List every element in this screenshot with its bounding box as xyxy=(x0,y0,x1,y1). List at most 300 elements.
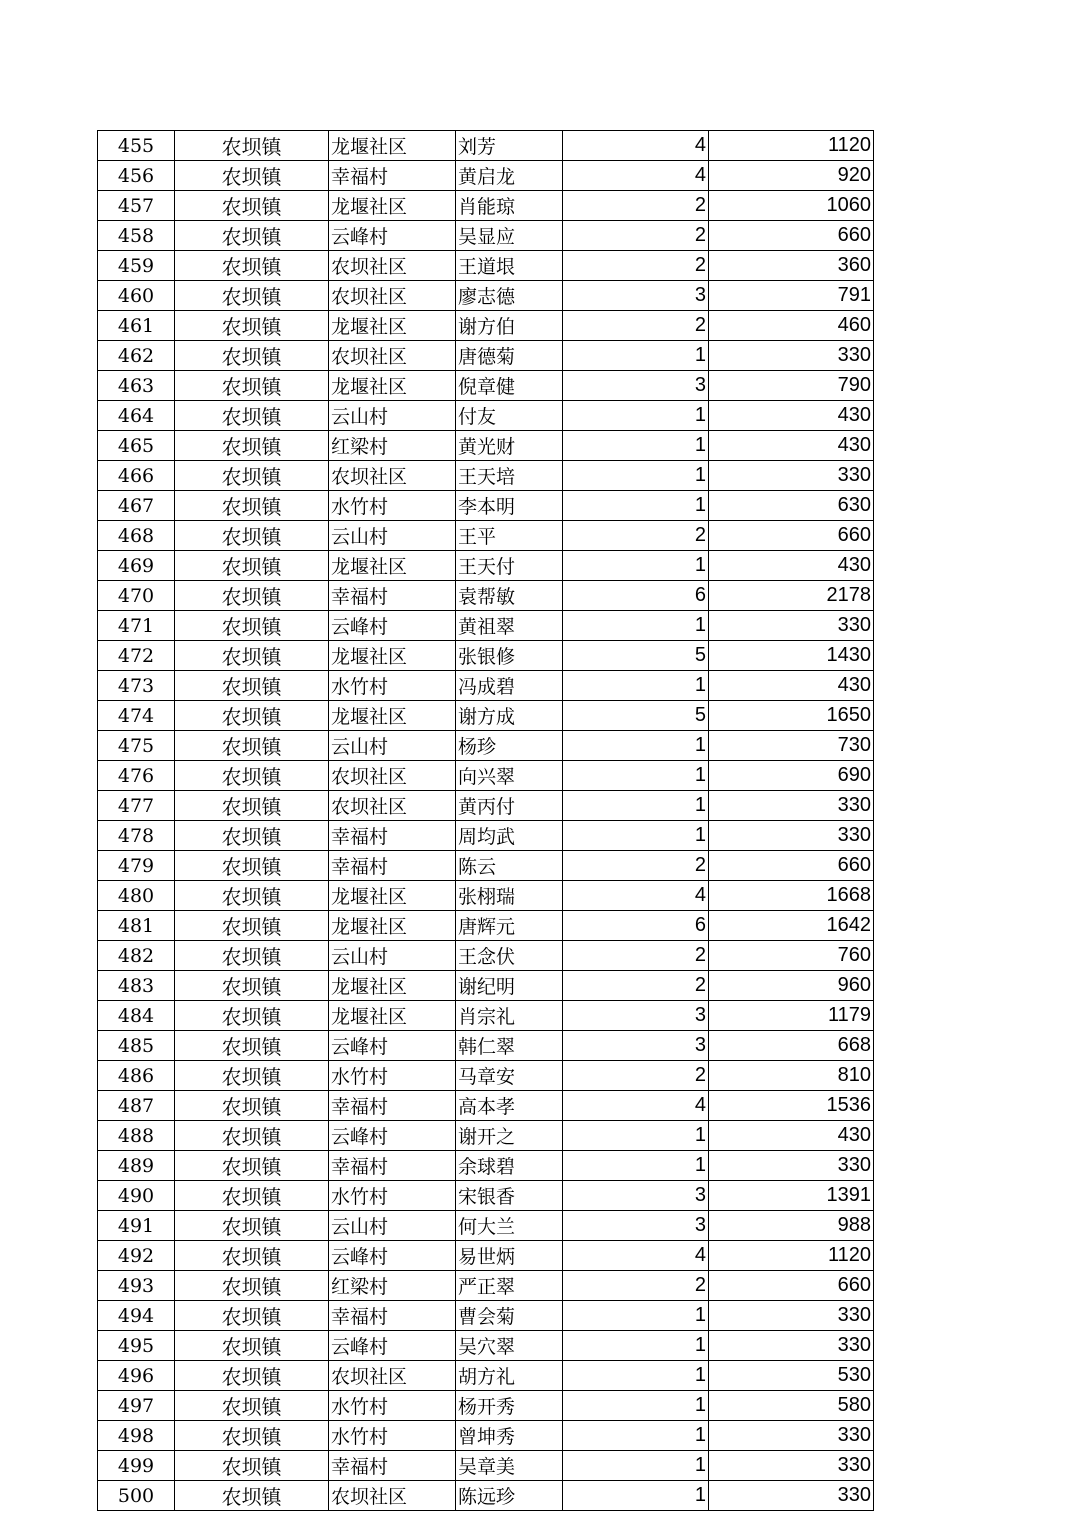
name-cell: 韩仁翠 xyxy=(456,1031,563,1061)
table-row xyxy=(98,791,874,821)
table-row xyxy=(98,821,874,851)
village-cell: 水竹村 xyxy=(329,491,456,521)
household-count-cell: 1 xyxy=(563,341,709,371)
amount-cell: 660 xyxy=(709,521,874,551)
table-row xyxy=(98,1301,874,1331)
town-cell: 农坝镇 xyxy=(175,221,329,251)
town-cell: 农坝镇 xyxy=(175,1091,329,1121)
household-count-cell: 1 xyxy=(563,761,709,791)
household-count-cell: 2 xyxy=(563,521,709,551)
village-cell: 龙堰社区 xyxy=(329,131,456,161)
town-cell: 农坝镇 xyxy=(175,611,329,641)
name-cell: 周均武 xyxy=(456,821,563,851)
table-row xyxy=(98,671,874,701)
household-count-cell: 5 xyxy=(563,641,709,671)
town-cell: 农坝镇 xyxy=(175,161,329,191)
town-cell: 农坝镇 xyxy=(175,971,329,1001)
row-number-cell: 487 xyxy=(98,1091,175,1121)
town-cell: 农坝镇 xyxy=(175,401,329,431)
name-cell: 向兴翠 xyxy=(456,761,563,791)
amount-cell: 1060 xyxy=(709,191,874,221)
name-cell: 杨珍 xyxy=(456,731,563,761)
village-cell: 云山村 xyxy=(329,731,456,761)
village-cell: 幸福村 xyxy=(329,821,456,851)
table-row xyxy=(98,1121,874,1151)
village-cell: 水竹村 xyxy=(329,1181,456,1211)
amount-cell: 330 xyxy=(709,1421,874,1451)
table-row xyxy=(98,1451,874,1481)
household-count-cell: 1 xyxy=(563,1301,709,1331)
name-cell: 高本孝 xyxy=(456,1091,563,1121)
household-count-cell: 3 xyxy=(563,1031,709,1061)
name-cell: 王道垠 xyxy=(456,251,563,281)
household-count-cell: 1 xyxy=(563,1121,709,1151)
town-cell: 农坝镇 xyxy=(175,131,329,161)
name-cell: 王平 xyxy=(456,521,563,551)
name-cell: 何大兰 xyxy=(456,1211,563,1241)
table-row xyxy=(98,431,874,461)
amount-cell: 330 xyxy=(709,1301,874,1331)
town-cell: 农坝镇 xyxy=(175,1061,329,1091)
table-row xyxy=(98,311,874,341)
row-number-cell: 479 xyxy=(98,851,175,881)
row-number-cell: 473 xyxy=(98,671,175,701)
town-cell: 农坝镇 xyxy=(175,1121,329,1151)
amount-cell: 330 xyxy=(709,791,874,821)
table-row xyxy=(98,641,874,671)
row-number-cell: 467 xyxy=(98,491,175,521)
table-row xyxy=(98,911,874,941)
table-row xyxy=(98,1241,874,1271)
household-count-cell: 1 xyxy=(563,431,709,461)
village-cell: 农坝社区 xyxy=(329,1481,456,1511)
amount-cell: 330 xyxy=(709,461,874,491)
town-cell: 农坝镇 xyxy=(175,1001,329,1031)
table-row xyxy=(98,1061,874,1091)
amount-cell: 330 xyxy=(709,341,874,371)
row-number-cell: 484 xyxy=(98,1001,175,1031)
amount-cell: 1642 xyxy=(709,911,874,941)
household-count-cell: 1 xyxy=(563,1151,709,1181)
row-number-cell: 476 xyxy=(98,761,175,791)
town-cell: 农坝镇 xyxy=(175,461,329,491)
town-cell: 农坝镇 xyxy=(175,821,329,851)
name-cell: 谢纪明 xyxy=(456,971,563,1001)
household-count-cell: 2 xyxy=(563,941,709,971)
row-number-cell: 455 xyxy=(98,131,175,161)
town-cell: 农坝镇 xyxy=(175,1421,329,1451)
town-cell: 农坝镇 xyxy=(175,791,329,821)
household-count-cell: 5 xyxy=(563,701,709,731)
name-cell: 张栩瑞 xyxy=(456,881,563,911)
amount-cell: 988 xyxy=(709,1211,874,1241)
row-number-cell: 456 xyxy=(98,161,175,191)
table-body xyxy=(98,131,874,1511)
village-cell: 龙堰社区 xyxy=(329,701,456,731)
household-count-cell: 4 xyxy=(563,161,709,191)
village-cell: 云山村 xyxy=(329,1211,456,1241)
town-cell: 农坝镇 xyxy=(175,1451,329,1481)
row-number-cell: 470 xyxy=(98,581,175,611)
household-count-cell: 3 xyxy=(563,1181,709,1211)
household-count-cell: 3 xyxy=(563,1211,709,1241)
town-cell: 农坝镇 xyxy=(175,1241,329,1271)
row-number-cell: 498 xyxy=(98,1421,175,1451)
amount-cell: 790 xyxy=(709,371,874,401)
table-row xyxy=(98,1091,874,1121)
village-cell: 农坝社区 xyxy=(329,791,456,821)
town-cell: 农坝镇 xyxy=(175,671,329,701)
row-number-cell: 486 xyxy=(98,1061,175,1091)
row-number-cell: 457 xyxy=(98,191,175,221)
village-cell: 水竹村 xyxy=(329,1061,456,1091)
amount-cell: 460 xyxy=(709,311,874,341)
village-cell: 水竹村 xyxy=(329,1421,456,1451)
village-cell: 农坝社区 xyxy=(329,281,456,311)
village-cell: 红梁村 xyxy=(329,1271,456,1301)
household-count-cell: 6 xyxy=(563,581,709,611)
village-cell: 云峰村 xyxy=(329,221,456,251)
amount-cell: 330 xyxy=(709,821,874,851)
name-cell: 吴章美 xyxy=(456,1451,563,1481)
table-row xyxy=(98,1271,874,1301)
village-cell: 幸福村 xyxy=(329,161,456,191)
household-count-cell: 1 xyxy=(563,461,709,491)
amount-cell: 430 xyxy=(709,431,874,461)
data-table xyxy=(97,130,874,1511)
table-row xyxy=(98,971,874,1001)
amount-cell: 1120 xyxy=(709,1241,874,1271)
table-row xyxy=(98,1361,874,1391)
table-row xyxy=(98,1481,874,1511)
household-count-cell: 2 xyxy=(563,971,709,1001)
table-row xyxy=(98,221,874,251)
town-cell: 农坝镇 xyxy=(175,281,329,311)
amount-cell: 1650 xyxy=(709,701,874,731)
amount-cell: 810 xyxy=(709,1061,874,1091)
village-cell: 农坝社区 xyxy=(329,1361,456,1391)
row-number-cell: 489 xyxy=(98,1151,175,1181)
town-cell: 农坝镇 xyxy=(175,1031,329,1061)
table-row xyxy=(98,461,874,491)
row-number-cell: 496 xyxy=(98,1361,175,1391)
table-row xyxy=(98,1331,874,1361)
household-count-cell: 1 xyxy=(563,401,709,431)
amount-cell: 1179 xyxy=(709,1001,874,1031)
household-count-cell: 4 xyxy=(563,131,709,161)
row-number-cell: 459 xyxy=(98,251,175,281)
household-count-cell: 2 xyxy=(563,311,709,341)
row-number-cell: 461 xyxy=(98,311,175,341)
name-cell: 马章安 xyxy=(456,1061,563,1091)
town-cell: 农坝镇 xyxy=(175,701,329,731)
name-cell: 易世炳 xyxy=(456,1241,563,1271)
town-cell: 农坝镇 xyxy=(175,371,329,401)
name-cell: 刘芳 xyxy=(456,131,563,161)
table-row xyxy=(98,1391,874,1421)
village-cell: 红梁村 xyxy=(329,431,456,461)
row-number-cell: 465 xyxy=(98,431,175,461)
table-row xyxy=(98,1151,874,1181)
row-number-cell: 475 xyxy=(98,731,175,761)
table-row xyxy=(98,341,874,371)
household-count-cell: 2 xyxy=(563,251,709,281)
village-cell: 云山村 xyxy=(329,941,456,971)
town-cell: 农坝镇 xyxy=(175,251,329,281)
household-count-cell: 2 xyxy=(563,851,709,881)
name-cell: 冯成碧 xyxy=(456,671,563,701)
table-row xyxy=(98,581,874,611)
name-cell: 黄光财 xyxy=(456,431,563,461)
name-cell: 李本明 xyxy=(456,491,563,521)
household-count-cell: 1 xyxy=(563,1421,709,1451)
household-count-cell: 6 xyxy=(563,911,709,941)
name-cell: 宋银香 xyxy=(456,1181,563,1211)
table-row xyxy=(98,731,874,761)
town-cell: 农坝镇 xyxy=(175,761,329,791)
amount-cell: 330 xyxy=(709,611,874,641)
village-cell: 幸福村 xyxy=(329,851,456,881)
table-row xyxy=(98,131,874,161)
amount-cell: 1391 xyxy=(709,1181,874,1211)
village-cell: 农坝社区 xyxy=(329,761,456,791)
name-cell: 王天培 xyxy=(456,461,563,491)
row-number-cell: 481 xyxy=(98,911,175,941)
name-cell: 曾坤秀 xyxy=(456,1421,563,1451)
town-cell: 农坝镇 xyxy=(175,1151,329,1181)
name-cell: 吴显应 xyxy=(456,221,563,251)
amount-cell: 660 xyxy=(709,1271,874,1301)
name-cell: 谢开之 xyxy=(456,1121,563,1151)
village-cell: 幸福村 xyxy=(329,1451,456,1481)
household-count-cell: 1 xyxy=(563,611,709,641)
row-number-cell: 458 xyxy=(98,221,175,251)
village-cell: 云峰村 xyxy=(329,1031,456,1061)
village-cell: 幸福村 xyxy=(329,1151,456,1181)
village-cell: 云山村 xyxy=(329,521,456,551)
table-row xyxy=(98,551,874,581)
table-row xyxy=(98,1181,874,1211)
table-row xyxy=(98,251,874,281)
household-count-cell: 2 xyxy=(563,191,709,221)
amount-cell: 430 xyxy=(709,401,874,431)
amount-cell: 690 xyxy=(709,761,874,791)
row-number-cell: 472 xyxy=(98,641,175,671)
table-row xyxy=(98,1211,874,1241)
household-count-cell: 4 xyxy=(563,1241,709,1271)
town-cell: 农坝镇 xyxy=(175,1181,329,1211)
amount-cell: 660 xyxy=(709,851,874,881)
table-row xyxy=(98,281,874,311)
row-number-cell: 477 xyxy=(98,791,175,821)
row-number-cell: 500 xyxy=(98,1481,175,1511)
table-row xyxy=(98,491,874,521)
village-cell: 幸福村 xyxy=(329,1091,456,1121)
table-row xyxy=(98,1421,874,1451)
amount-cell: 430 xyxy=(709,551,874,581)
amount-cell: 920 xyxy=(709,161,874,191)
household-count-cell: 1 xyxy=(563,821,709,851)
name-cell: 黄启龙 xyxy=(456,161,563,191)
amount-cell: 360 xyxy=(709,251,874,281)
name-cell: 唐辉元 xyxy=(456,911,563,941)
name-cell: 吴穴翠 xyxy=(456,1331,563,1361)
household-count-cell: 2 xyxy=(563,1061,709,1091)
village-cell: 云峰村 xyxy=(329,611,456,641)
amount-cell: 760 xyxy=(709,941,874,971)
household-count-cell: 1 xyxy=(563,1391,709,1421)
name-cell: 王天付 xyxy=(456,551,563,581)
town-cell: 农坝镇 xyxy=(175,641,329,671)
household-count-cell: 4 xyxy=(563,1091,709,1121)
village-cell: 云峰村 xyxy=(329,1121,456,1151)
village-cell: 农坝社区 xyxy=(329,461,456,491)
name-cell: 张银修 xyxy=(456,641,563,671)
row-number-cell: 478 xyxy=(98,821,175,851)
town-cell: 农坝镇 xyxy=(175,1271,329,1301)
town-cell: 农坝镇 xyxy=(175,521,329,551)
town-cell: 农坝镇 xyxy=(175,311,329,341)
name-cell: 唐德菊 xyxy=(456,341,563,371)
village-cell: 龙堰社区 xyxy=(329,641,456,671)
name-cell: 谢方伯 xyxy=(456,311,563,341)
town-cell: 农坝镇 xyxy=(175,491,329,521)
name-cell: 陈云 xyxy=(456,851,563,881)
name-cell: 陈远珍 xyxy=(456,1481,563,1511)
village-cell: 云峰村 xyxy=(329,1331,456,1361)
amount-cell: 668 xyxy=(709,1031,874,1061)
name-cell: 杨开秀 xyxy=(456,1391,563,1421)
row-number-cell: 469 xyxy=(98,551,175,581)
row-number-cell: 466 xyxy=(98,461,175,491)
row-number-cell: 495 xyxy=(98,1331,175,1361)
amount-cell: 1668 xyxy=(709,881,874,911)
table-row xyxy=(98,191,874,221)
row-number-cell: 490 xyxy=(98,1181,175,1211)
household-count-cell: 1 xyxy=(563,731,709,761)
table-row xyxy=(98,1001,874,1031)
household-count-cell: 1 xyxy=(563,671,709,701)
name-cell: 肖宗礼 xyxy=(456,1001,563,1031)
name-cell: 廖志德 xyxy=(456,281,563,311)
town-cell: 农坝镇 xyxy=(175,191,329,221)
town-cell: 农坝镇 xyxy=(175,911,329,941)
village-cell: 幸福村 xyxy=(329,581,456,611)
village-cell: 龙堰社区 xyxy=(329,371,456,401)
name-cell: 付友 xyxy=(456,401,563,431)
village-cell: 幸福村 xyxy=(329,1301,456,1331)
town-cell: 农坝镇 xyxy=(175,1301,329,1331)
household-count-cell: 1 xyxy=(563,1481,709,1511)
village-cell: 龙堰社区 xyxy=(329,191,456,221)
village-cell: 农坝社区 xyxy=(329,251,456,281)
town-cell: 农坝镇 xyxy=(175,851,329,881)
name-cell: 王念伏 xyxy=(456,941,563,971)
amount-cell: 630 xyxy=(709,491,874,521)
name-cell: 曹会菊 xyxy=(456,1301,563,1331)
amount-cell: 1536 xyxy=(709,1091,874,1121)
table-row xyxy=(98,701,874,731)
amount-cell: 330 xyxy=(709,1151,874,1181)
household-count-cell: 2 xyxy=(563,1271,709,1301)
amount-cell: 660 xyxy=(709,221,874,251)
household-count-cell: 1 xyxy=(563,1361,709,1391)
name-cell: 严正翠 xyxy=(456,1271,563,1301)
amount-cell: 580 xyxy=(709,1391,874,1421)
household-count-cell: 1 xyxy=(563,1451,709,1481)
table-row xyxy=(98,761,874,791)
town-cell: 农坝镇 xyxy=(175,1211,329,1241)
amount-cell: 2178 xyxy=(709,581,874,611)
amount-cell: 530 xyxy=(709,1361,874,1391)
table-row xyxy=(98,881,874,911)
row-number-cell: 485 xyxy=(98,1031,175,1061)
table-row xyxy=(98,401,874,431)
amount-cell: 330 xyxy=(709,1331,874,1361)
name-cell: 胡方礼 xyxy=(456,1361,563,1391)
name-cell: 余球碧 xyxy=(456,1151,563,1181)
town-cell: 农坝镇 xyxy=(175,1331,329,1361)
row-number-cell: 480 xyxy=(98,881,175,911)
village-cell: 云山村 xyxy=(329,401,456,431)
row-number-cell: 471 xyxy=(98,611,175,641)
amount-cell: 1120 xyxy=(709,131,874,161)
table-row xyxy=(98,611,874,641)
table-row xyxy=(98,521,874,551)
row-number-cell: 483 xyxy=(98,971,175,1001)
row-number-cell: 482 xyxy=(98,941,175,971)
row-number-cell: 460 xyxy=(98,281,175,311)
town-cell: 农坝镇 xyxy=(175,1361,329,1391)
village-cell: 龙堰社区 xyxy=(329,881,456,911)
household-count-cell: 1 xyxy=(563,1331,709,1361)
household-count-cell: 1 xyxy=(563,551,709,581)
amount-cell: 1430 xyxy=(709,641,874,671)
row-number-cell: 494 xyxy=(98,1301,175,1331)
town-cell: 农坝镇 xyxy=(175,1481,329,1511)
table-row xyxy=(98,1031,874,1061)
amount-cell: 960 xyxy=(709,971,874,1001)
amount-cell: 730 xyxy=(709,731,874,761)
amount-cell: 430 xyxy=(709,1121,874,1151)
name-cell: 黄祖翠 xyxy=(456,611,563,641)
village-cell: 云峰村 xyxy=(329,1241,456,1271)
row-number-cell: 493 xyxy=(98,1271,175,1301)
table-row xyxy=(98,161,874,191)
table-row xyxy=(98,941,874,971)
amount-cell: 330 xyxy=(709,1451,874,1481)
household-count-cell: 3 xyxy=(563,281,709,311)
row-number-cell: 492 xyxy=(98,1241,175,1271)
household-count-cell: 2 xyxy=(563,221,709,251)
household-count-cell: 3 xyxy=(563,371,709,401)
amount-cell: 430 xyxy=(709,671,874,701)
amount-cell: 330 xyxy=(709,1481,874,1511)
village-cell: 龙堰社区 xyxy=(329,311,456,341)
town-cell: 农坝镇 xyxy=(175,1391,329,1421)
town-cell: 农坝镇 xyxy=(175,941,329,971)
row-number-cell: 474 xyxy=(98,701,175,731)
name-cell: 袁帮敏 xyxy=(456,581,563,611)
name-cell: 谢方成 xyxy=(456,701,563,731)
town-cell: 农坝镇 xyxy=(175,731,329,761)
table-row xyxy=(98,851,874,881)
town-cell: 农坝镇 xyxy=(175,341,329,371)
village-cell: 水竹村 xyxy=(329,671,456,701)
row-number-cell: 468 xyxy=(98,521,175,551)
row-number-cell: 491 xyxy=(98,1211,175,1241)
town-cell: 农坝镇 xyxy=(175,581,329,611)
